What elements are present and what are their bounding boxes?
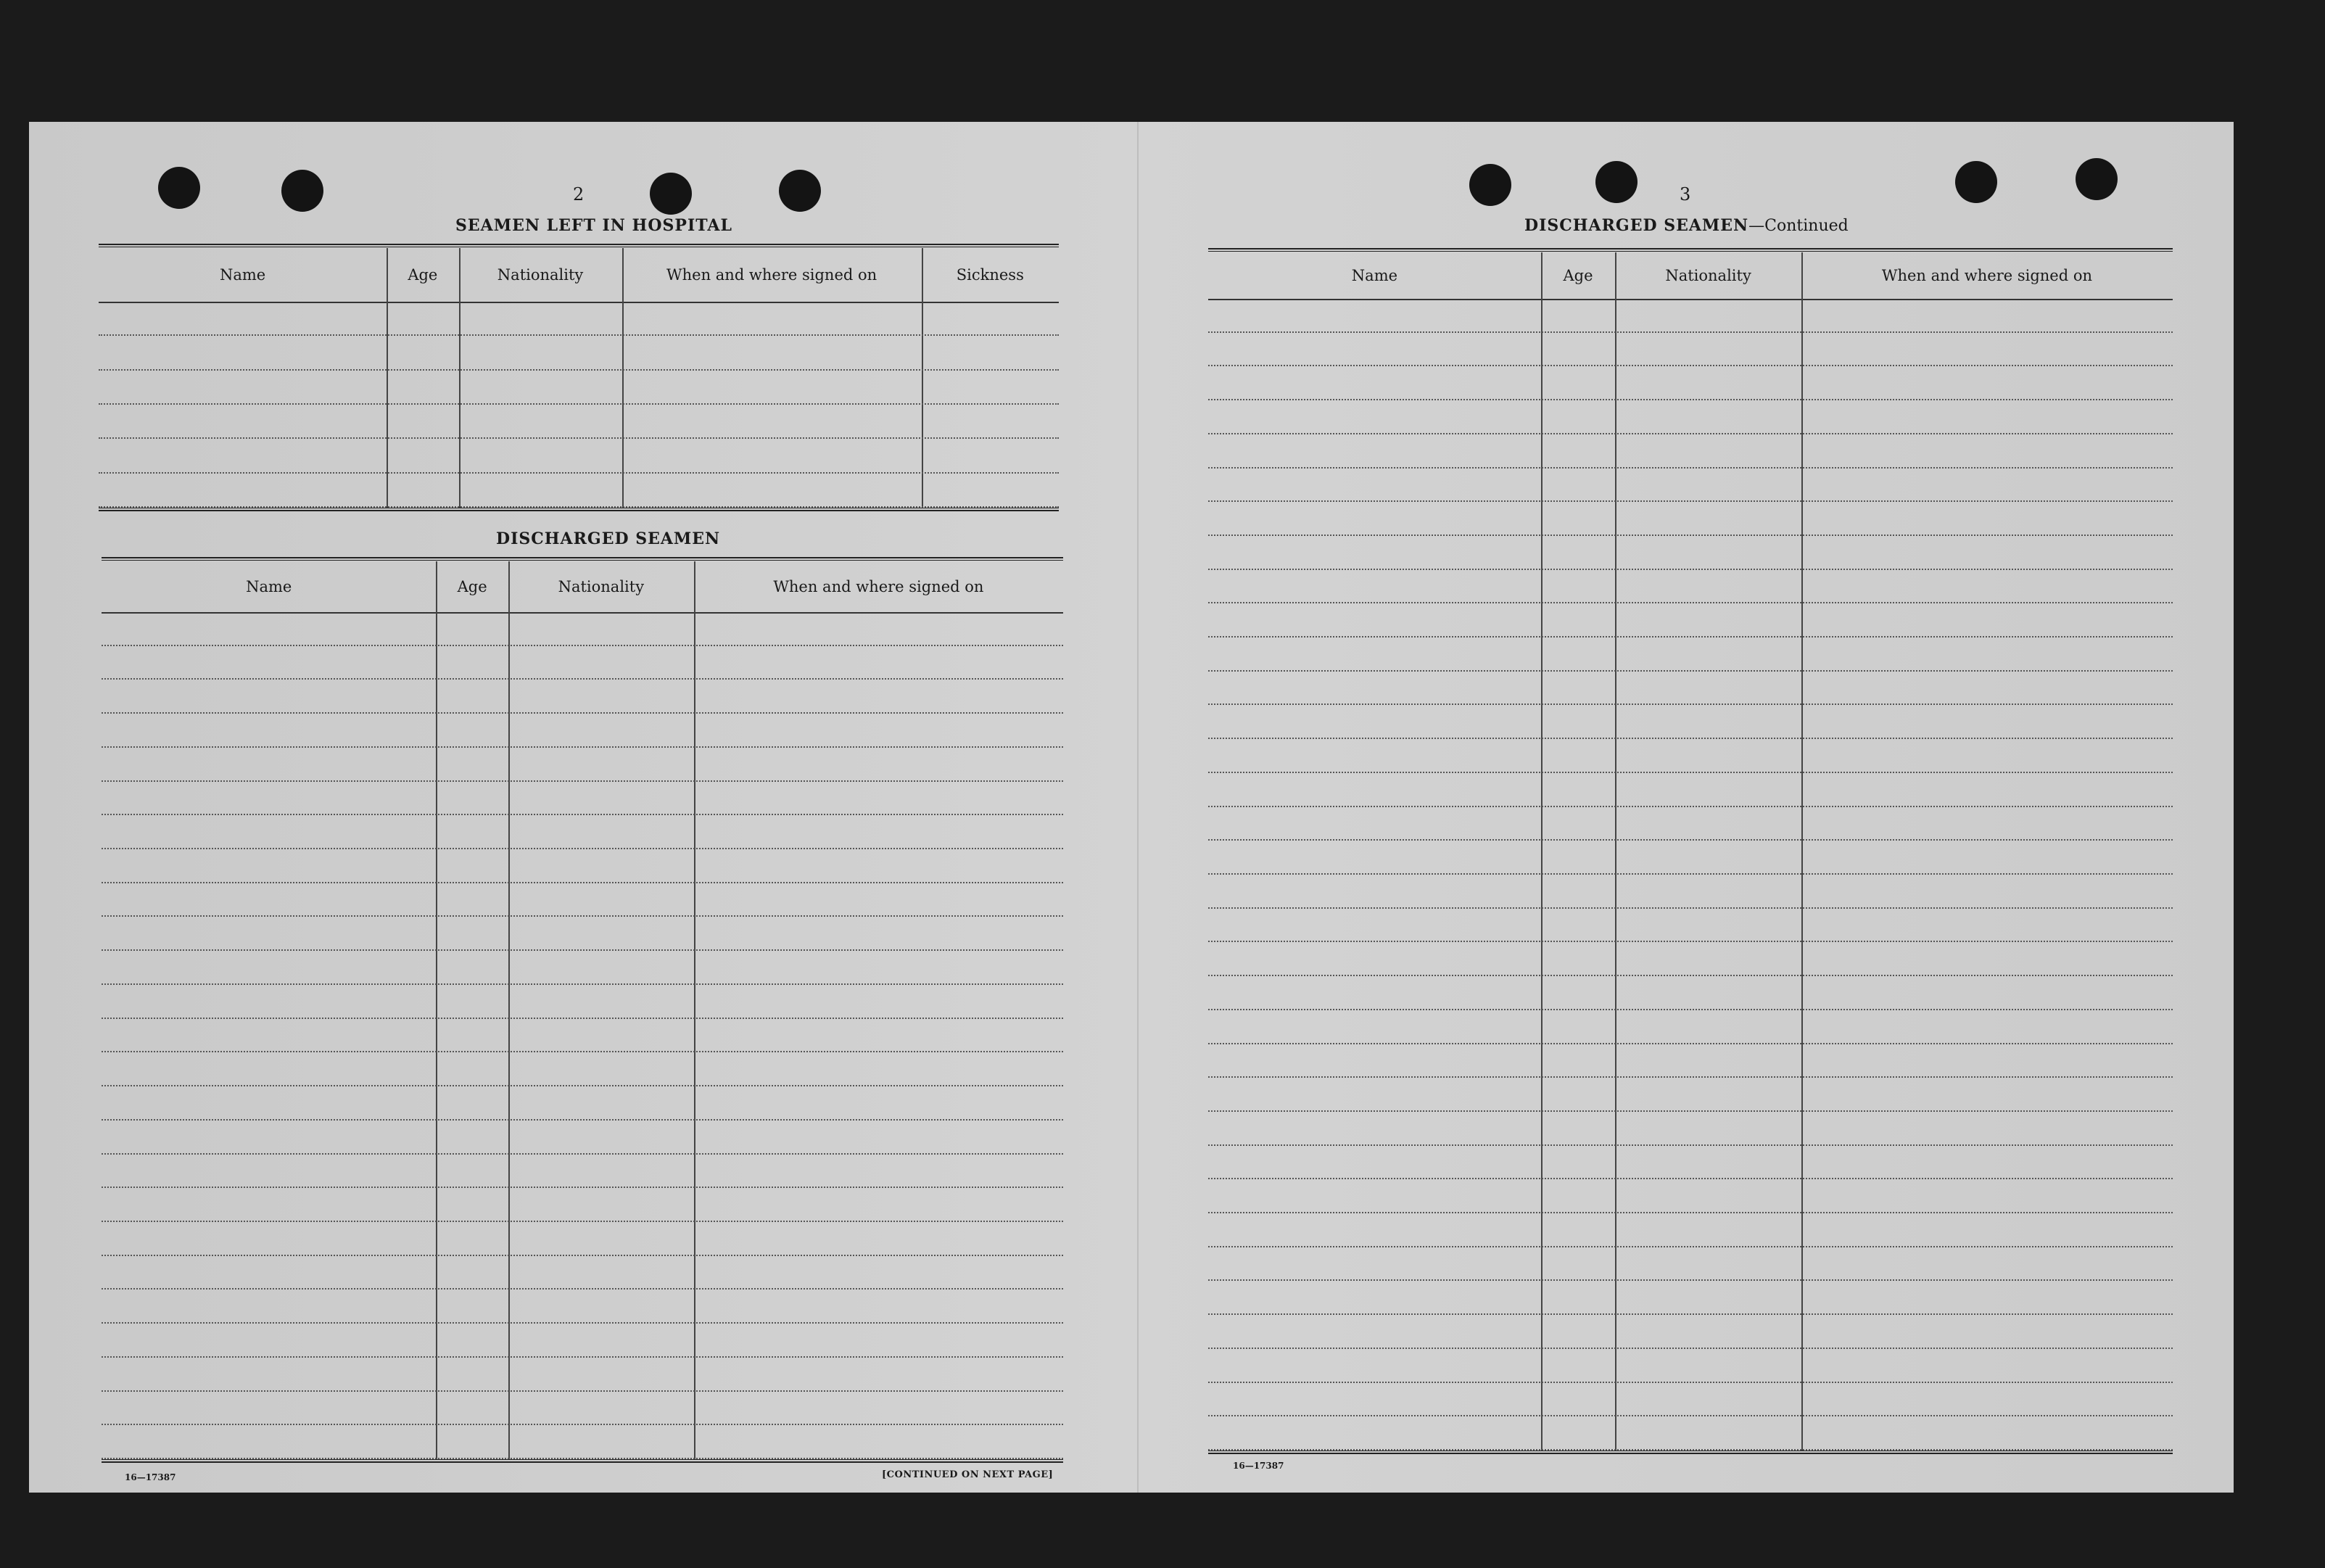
continued-row-line [1208, 873, 2173, 875]
page-number-left: 2 [573, 184, 585, 205]
continued-row-line [1208, 1279, 2173, 1281]
discharged-row-line [102, 780, 1063, 782]
hospital-column-divider [622, 248, 624, 508]
hospital-column-divider [459, 248, 461, 508]
discharged-continued-title [1524, 216, 1849, 235]
hospital-column-divider [387, 248, 388, 508]
continued-row-line [1208, 670, 2173, 672]
continued-note: [CONTINUED ON NEXT PAGE] [882, 1469, 1054, 1480]
continued-row-line [1208, 941, 2173, 942]
page-fold [1137, 122, 1139, 1493]
continued-bottom-rule [1208, 1451, 2173, 1454]
punch-hole [1955, 161, 1997, 203]
continued-column-divider [1615, 252, 1616, 1451]
continued-row-line [1208, 365, 2173, 366]
hospital-row-line [99, 506, 1059, 508]
hospital-row-line [99, 369, 1059, 371]
continued-row-line [1208, 1009, 2173, 1010]
continued-row-line [1208, 1144, 2173, 1146]
continued-row-line [1208, 1348, 2173, 1349]
discharged-header-rule [102, 612, 1063, 614]
discharged-row-line [102, 1119, 1063, 1121]
discharged-column-divider [508, 561, 510, 1459]
hospital-column-divider [922, 248, 923, 508]
continued-top-rule [1208, 248, 2173, 252]
discharged-row-line [102, 1458, 1063, 1459]
discharged-row-line [102, 678, 1063, 680]
punch-hole [158, 167, 200, 209]
discharged-row-line [102, 645, 1063, 646]
continued-row-line [1208, 1246, 2173, 1247]
continued-row-line [1208, 839, 2173, 841]
discharged-column-divider [436, 561, 437, 1459]
hospital-header-rule [99, 302, 1059, 303]
discharged-continued-table [1208, 248, 2173, 1455]
punch-hole [1595, 161, 1638, 203]
discharged-col-header: When and where signed on [773, 578, 984, 595]
continued-col-header: Age [1563, 267, 1593, 284]
continued-row-line [1208, 433, 2173, 434]
continued-col-header: When and where signed on [1881, 267, 2093, 284]
continued-row-line [1208, 1212, 2173, 1213]
form-number-left: 16—17387 [125, 1472, 176, 1482]
discharged-row-line [102, 949, 1063, 951]
hospital-section-title: SEAMEN LEFT IN HOSPITAL [455, 216, 732, 235]
continued-row-line [1208, 738, 2173, 739]
punch-hole [281, 170, 323, 212]
page-number-right: 3 [1680, 184, 1691, 205]
continued-row-line [1208, 975, 2173, 976]
hospital-col-header: Sickness [956, 266, 1024, 284]
discharged-row-line [102, 712, 1063, 714]
continued-row-line [1208, 500, 2173, 502]
continued-row-line [1208, 535, 2173, 536]
continued-column-divider [1541, 252, 1543, 1451]
continued-row-line [1208, 1415, 2173, 1416]
discharged-row-line [102, 1424, 1063, 1425]
discharged-bottom-rule [102, 1459, 1063, 1463]
discharged-col-header: Nationality [558, 578, 645, 595]
discharged-row-line [102, 1051, 1063, 1052]
continued-column-divider [1801, 252, 1803, 1451]
discharged-section-title: DISCHARGED SEAMEN [496, 529, 721, 548]
hospital-row-line [99, 403, 1059, 405]
continued-header-rule [1208, 299, 2173, 300]
discharged-row-line [102, 983, 1063, 985]
discharged-row-line [102, 1085, 1063, 1086]
continued-col-header: Name [1351, 267, 1398, 284]
hospital-row-line [99, 437, 1059, 439]
discharged-row-line [102, 1018, 1063, 1019]
continued-row-line [1208, 1449, 2173, 1451]
discharged-column-divider [694, 561, 695, 1459]
continued-row-line [1208, 1043, 2173, 1044]
discharged-row-line [102, 1390, 1063, 1392]
continued-row-line [1208, 907, 2173, 909]
continued-row-line [1208, 703, 2173, 705]
hospital-col-header: Nationality [497, 266, 584, 284]
continued-col-header: Nationality [1665, 267, 1751, 284]
discharged-col-header: Age [457, 578, 487, 595]
form-number-right: 16—17387 [1233, 1461, 1284, 1471]
discharged-row-line [102, 1187, 1063, 1188]
discharged-continued-title-main: DISCHARGED SEAMEN [1524, 216, 1749, 235]
discharged-continued-title-suffix: —Continued [1748, 217, 1849, 235]
discharged-top-rule [102, 557, 1063, 561]
hospital-bottom-rule [99, 508, 1059, 511]
discharged-col-header: Name [246, 578, 292, 595]
continued-row-line [1208, 772, 2173, 773]
discharged-row-line [102, 1288, 1063, 1290]
hospital-col-header: Age [408, 266, 438, 284]
discharged-row-line [102, 1221, 1063, 1222]
discharged-table [102, 557, 1063, 1464]
hospital-col-header: When and where signed on [666, 266, 877, 284]
hospital-table [99, 244, 1059, 512]
punch-hole [650, 173, 692, 215]
discharged-row-line [102, 848, 1063, 849]
continued-row-line [1208, 1178, 2173, 1179]
continued-row-line [1208, 1110, 2173, 1112]
continued-row-line [1208, 1076, 2173, 1078]
continued-row-line [1208, 1313, 2173, 1315]
discharged-row-line [102, 814, 1063, 815]
hospital-top-rule [99, 244, 1059, 247]
discharged-row-line [102, 1255, 1063, 1256]
continued-row-line [1208, 636, 2173, 637]
continued-row-line [1208, 1382, 2173, 1383]
continued-row-line [1208, 399, 2173, 400]
discharged-row-line [102, 1356, 1063, 1358]
discharged-row-line [102, 1153, 1063, 1155]
punch-hole [1469, 164, 1511, 206]
hospital-row-line [99, 472, 1059, 474]
punch-hole [779, 170, 821, 212]
punch-hole [2076, 158, 2118, 200]
discharged-row-line [102, 882, 1063, 883]
continued-row-line [1208, 569, 2173, 570]
continued-row-line [1208, 331, 2173, 333]
continued-row-line [1208, 806, 2173, 807]
continued-row-line [1208, 467, 2173, 469]
discharged-row-line [102, 915, 1063, 917]
continued-row-line [1208, 602, 2173, 603]
hospital-row-line [99, 334, 1059, 336]
discharged-row-line [102, 746, 1063, 748]
hospital-col-header: Name [219, 266, 266, 284]
discharged-row-line [102, 1322, 1063, 1324]
